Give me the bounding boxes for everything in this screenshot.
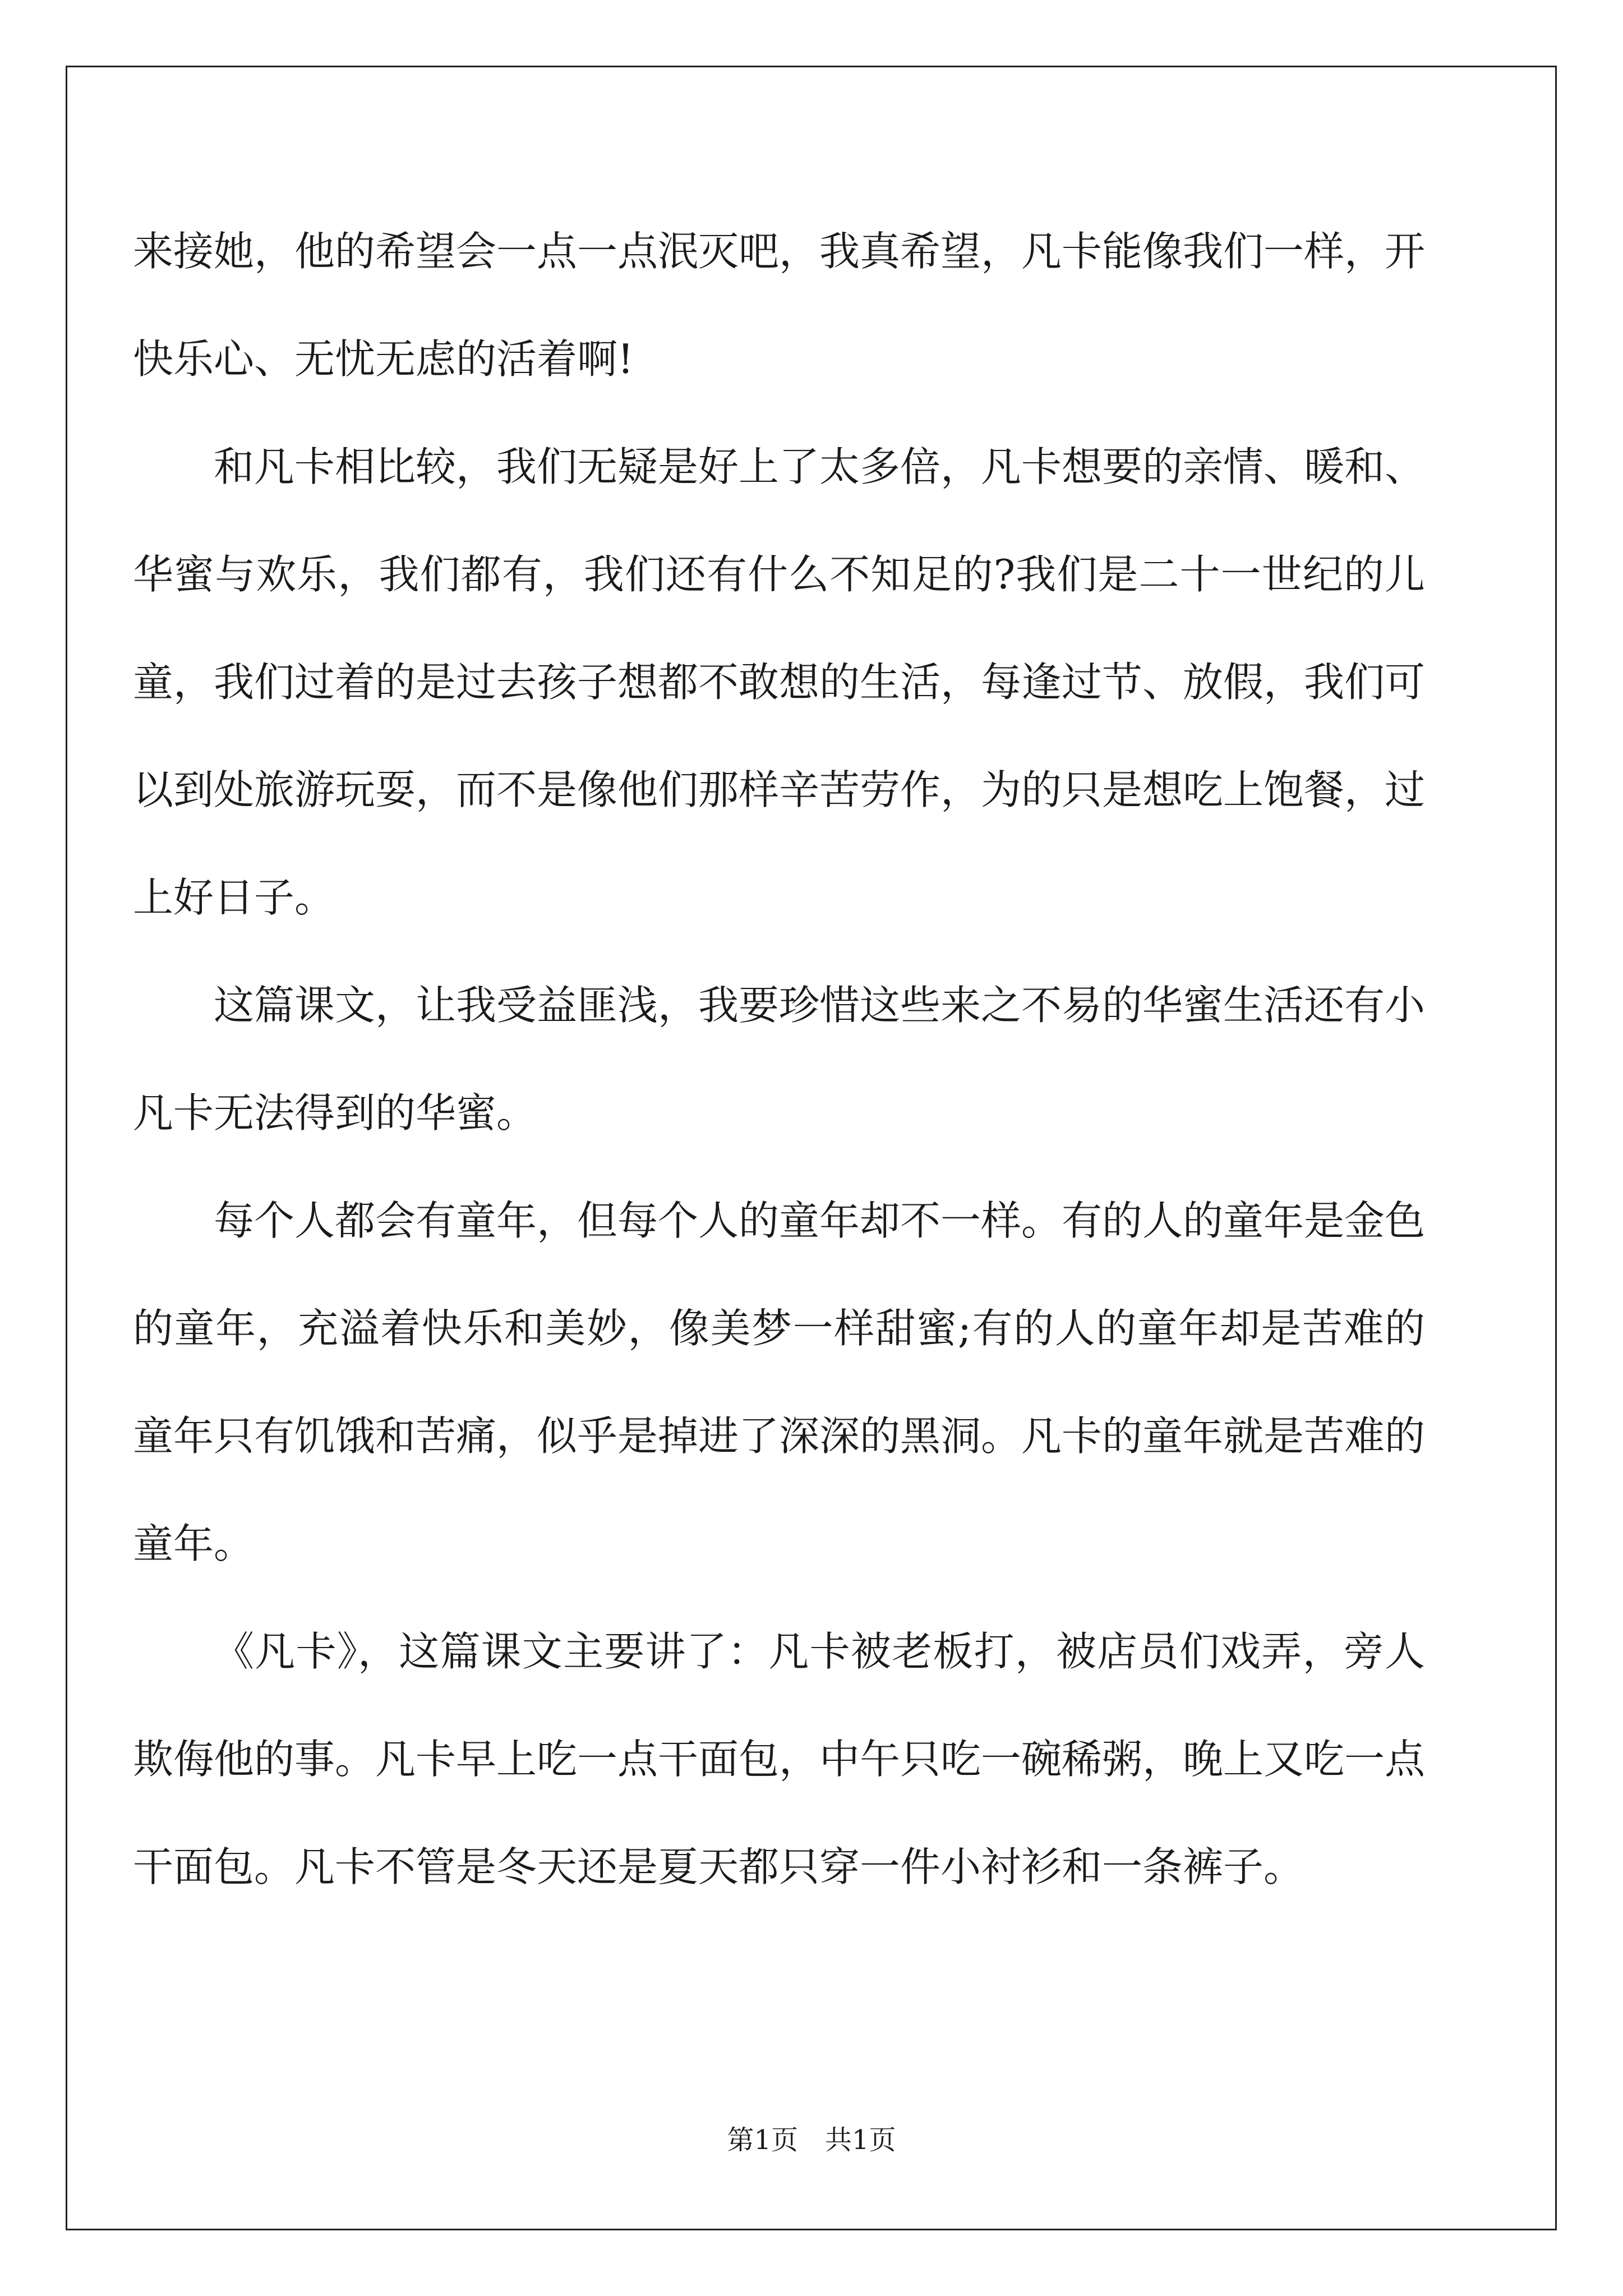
paragraph-continuation: 来接她，他的希望会一点一点泯灭吧，我真希望，凡卡能像我们一样，开快乐心、无忧无虑的活着啊!: [133, 228, 1426, 383]
paragraph: 每个人都会有童年，但每个人的童年却不一样。有的人的童年是金色的童年，充溢着快乐和美妙，像美梦一样甜蜜;有的人的童年却是苦难的童年只有饥饿和苦痛，似乎是掉进了深深的黑洞。凡卡的童年就是苦难的童年。: [133, 1197, 1426, 1567]
page-total: 共1页: [825, 2124, 896, 2156]
page-footer: [0, 2123, 1623, 2157]
page-number: 第1页: [727, 2124, 798, 2156]
paragraph: 《凡卡》，这篇课文主要讲了：凡卡被老板打，被店员们戏弄，旁人欺侮他的事。凡卡早上吃一点干面包，中午只吃一碗稀粥，晚上又吃一点干面包。凡卡不管是冬天还是夏天都只穿一件小衬衫和一条裤子。: [133, 1628, 1426, 1890]
paragraph: 和凡卡相比较，我们无疑是好上了太多倍，凡卡想要的亲情、暖和、华蜜与欢乐，我们都有，我们还有什么不知足的?我们是二十一世纪的儿童，我们过着的是过去孩子想都不敢想的生活，每逢过节、放假，我们可以到处旅游玩耍，而不是像他们那样辛苦劳作，为的只是想吃上饱餐，过上好日子。: [133, 443, 1426, 921]
paragraph: 这篇课文，让我受益匪浅，我要珍惜这些来之不易的华蜜生活还有小凡卡无法得到的华蜜。: [133, 982, 1426, 1137]
document-body: [133, 197, 1425, 1921]
